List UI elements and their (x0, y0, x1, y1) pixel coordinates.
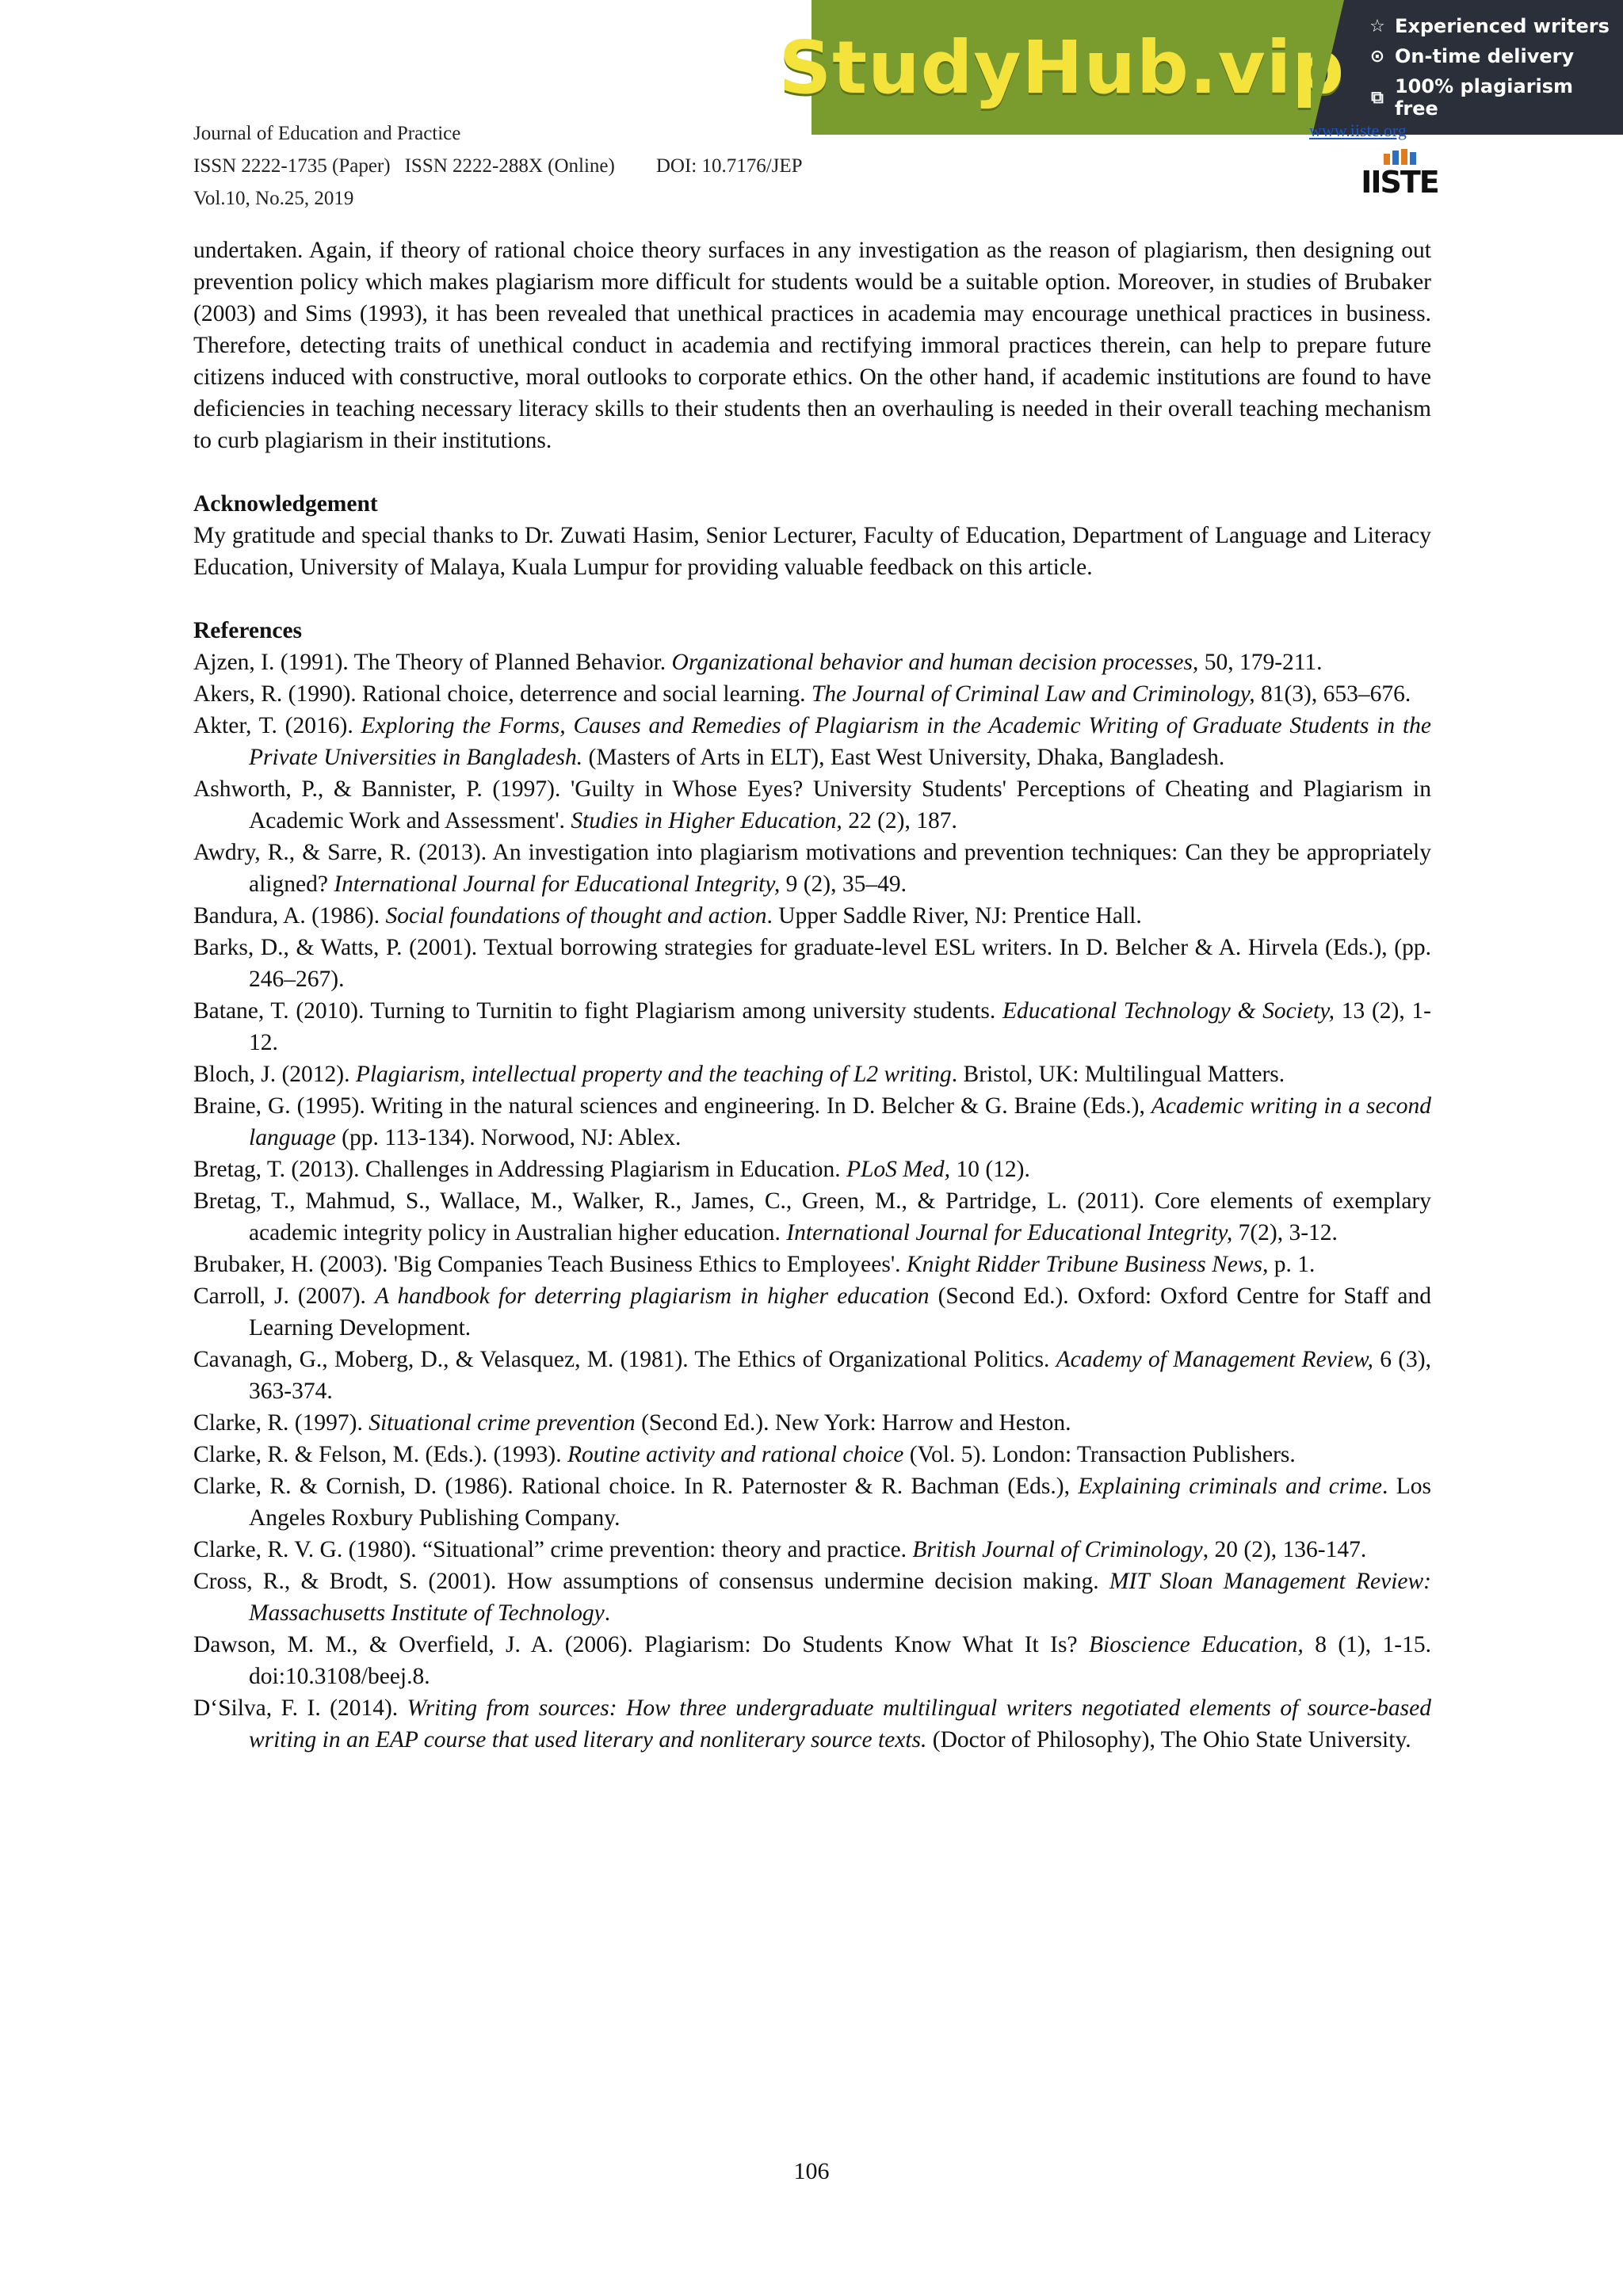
reference-details: (Second Ed.). New York: Harrow and Heston. (635, 1410, 1071, 1436)
reference-text: Akter, T. (2016). (193, 713, 361, 738)
volume-info: Vol.10, No.25, 2019 (193, 188, 354, 209)
reference-text: Barks, D., & Watts, P. (2001). Textual borrowing strategies for graduate-level ESL writers. In D. Belcher & A. Hirvela (Eds.), (pp. 246–267). (193, 935, 1431, 992)
reference-source-title: Routine activity and rational choice (567, 1442, 904, 1467)
reference-source-title: Situational crime prevention (369, 1410, 636, 1436)
reference-entry (193, 1185, 1431, 1249)
reference-details: (Doctor of Philosophy), The Ohio State University. (926, 1727, 1411, 1753)
intro-paragraph: undertaken. Again, if theory of rational choice theory surfaces in any investigation as the reason of plagiarism, then designing out prevention policy which makes plagiarism more difficult for students would be a suitable option. Moreover, in studies of Brubaker (2003) and Sims (1993), it has been revealed that unethical practices in academia may encourage unethical practices in business. Therefore, detecting traits of unethical conduct in academia and rectifying immoral practices therein, can help to prepare future citizens induced with constructive, moral outlooks to corporate ethics. On the other hand, if academic institutions are found to have deficiencies in teaching necessary literacy skills to their students then an overhauling is needed in their overall teaching mechanism to curb plagiarism in their institutions. (193, 238, 1431, 453)
reference-details: (pp. 113-134). Norwood, NJ: Ablex. (335, 1125, 682, 1150)
reference-details: 50, 179-211. (1198, 650, 1323, 675)
reference-source-title: Social foundations of thought and action (385, 903, 767, 929)
reference-text: Carroll, J. (2007). (193, 1283, 375, 1309)
issn-online: ISSN 2222-288X (Online) (404, 155, 615, 177)
reference-details: 22 (2), 187. (842, 808, 957, 833)
reference-source-title: Exploring the Forms, Causes and Remedies of Plagiarism in the Academic Writing of Graduate Students in the Private Universities in Bangladesh. (249, 713, 1431, 770)
reference-entry (193, 678, 1431, 710)
reference-source-title: Explaining criminals and crime (1078, 1474, 1382, 1499)
reference-details: . Bristol, UK: Multilingual Matters. (951, 1062, 1285, 1087)
reference-source-title: Plagiarism, intellectual property and the teaching of L2 writing (355, 1062, 952, 1087)
reference-text: Bandura, A. (1986). (193, 903, 386, 929)
journal-header (193, 117, 803, 215)
feature-item (1368, 15, 1623, 37)
reference-source-title: Academy of Management Review, (1056, 1347, 1373, 1372)
reference-entry (193, 1629, 1431, 1692)
issn-line (193, 150, 803, 182)
reference-entry (193, 1534, 1431, 1566)
reference-details: 6 (3), 363-374. (249, 1347, 1431, 1404)
reference-details: (Vol. 5). London: Transaction Publishers. (903, 1442, 1296, 1467)
reference-entry (193, 710, 1431, 773)
reference-entry (193, 1470, 1431, 1534)
doi: DOI: 10.7176/JEP (655, 155, 803, 177)
reference-details: 13 (2), 1-12. (249, 998, 1431, 1055)
clock-icon: ⊙ (1369, 46, 1385, 67)
reference-source-title: Organizational behavior and human decision processes, (671, 650, 1199, 675)
logo-bars-icon (1384, 149, 1416, 165)
brand-logo-text: StudyHub.vip (778, 25, 1346, 110)
reference-text: Ashworth, P., & Bannister, P. (1997). 'Guilty in Whose Eyes? University Students' Perceptions of Cheating and Plagiarism in Academic Work and Assessment'. (193, 776, 1431, 833)
reference-source-title: Writing from sources: How three undergraduate multilingual writers negotiated elements of source-based writing in an EAP course that used literary and nonliterary source texts. (249, 1695, 1431, 1753)
references-heading: References (193, 618, 303, 643)
iiste-logo (1361, 149, 1438, 204)
reference-source-title: British Journal of Criminology (912, 1537, 1203, 1562)
reference-text: Cavanagh, G., Moberg, D., & Velasquez, M. (1981). The Ethics of Organizational Politics. (193, 1347, 1056, 1372)
journal-website-link[interactable]: www.iiste.org (1309, 120, 1407, 140)
reference-text: Clarke, R. (1997). (193, 1410, 369, 1436)
reference-entry (193, 646, 1431, 678)
reference-source-title: Bioscience Education, (1088, 1632, 1304, 1657)
acknowledgement-heading: Acknowledgement (193, 491, 378, 517)
reference-text: Bretag, T. (2013). Challenges in Addressing Plagiarism in Education. (193, 1157, 846, 1182)
reference-text: Ajzen, I. (1991). The Theory of Planned Behavior. (193, 650, 672, 675)
reference-text: Clarke, R. & Cornish, D. (1986). Rational choice. In R. Paternoster & R. Bachman (Eds.), (193, 1474, 1079, 1499)
reference-source-title: The Journal of Criminal Law and Criminology, (811, 681, 1255, 707)
reference-entry (193, 1692, 1431, 1756)
reference-source-title: Educational Technology & Society, (1002, 998, 1335, 1024)
reference-text: Brubaker, H. (2003). 'Big Companies Teach Business Ethics to Employees'. (193, 1252, 907, 1277)
reference-source-title: International Journal for Educational Integrity, (786, 1220, 1233, 1245)
reference-text: Clarke, R. V. G. (1980). “Situational” crime prevention: theory and practice. (193, 1537, 913, 1562)
reference-entry (193, 1439, 1431, 1470)
reference-entry (193, 1344, 1431, 1407)
feature-list (1312, 0, 1623, 135)
journal-name: Journal of Education and Practice (193, 123, 461, 144)
reference-text: Bretag, T., Mahmud, S., Wallace, M., Walker, R., James, C., Green, M., & Partridge, L. (2011). Core elements of exemplary academic integrity policy in Australian higher education. (193, 1188, 1431, 1245)
reference-details: 9 (2), 35–49. (780, 871, 907, 897)
reference-source-title: A handbook for deterring plagiarism in higher education (374, 1283, 930, 1309)
reference-text: Clarke, R. & Felson, M. (Eds.). (1993). (193, 1442, 567, 1467)
reference-details: . Los Angeles Roxbury Publishing Company. (249, 1474, 1431, 1531)
reference-text: Braine, G. (1995). Writing in the natural sciences and engineering. In D. Belcher & G. Braine (Eds.), (193, 1093, 1151, 1119)
reference-details: (Second Ed.). Oxford: Oxford Centre for Staff and Learning Development. (249, 1283, 1431, 1341)
reference-text: Cross, R., & Brodt, S. (2001). How assumptions of consensus undermine decision making. (193, 1569, 1109, 1594)
reference-entry (193, 1280, 1431, 1344)
feature-item (1368, 45, 1623, 67)
reference-details: (Masters of Arts in ELT), East West University, Dhaka, Bangladesh. (582, 745, 1225, 770)
copy-icon: ⧉ (1371, 87, 1384, 108)
acknowledgement-text: My gratitude and special thanks to Dr. Zuwati Hasim, Senior Lecturer, Faculty of Education, Department of Language and Literacy Education, University of Malaya, Kuala Lumpur for providing valuable feedback on this article. (193, 523, 1431, 580)
reference-source-title: MIT Sloan Management Review: Massachusetts Institute of Technology (249, 1569, 1431, 1626)
reference-entry (193, 1090, 1431, 1154)
reference-details: 7(2), 3-12. (1232, 1220, 1338, 1245)
reference-details: p. 1. (1268, 1252, 1316, 1277)
ad-banner[interactable] (778, 0, 1623, 135)
reference-text: Awdry, R., & Sarre, R. (2013). An investigation into plagiarism motivations and prevention techniques: Can they be appropriately aligned? (193, 840, 1431, 897)
reference-details: . (604, 1600, 611, 1626)
reference-source-title: Academic writing in a second language (249, 1093, 1431, 1150)
reference-details: . Upper Saddle River, NJ: Prentice Hall. (766, 903, 1142, 929)
star-icon: ☆ (1369, 16, 1385, 36)
reference-source-title: PLoS Med, (846, 1157, 951, 1182)
reference-entry (193, 1058, 1431, 1090)
feature-item (1368, 75, 1623, 120)
reference-entry (193, 1407, 1431, 1439)
reference-entry (193, 995, 1431, 1058)
reference-source-title: Studies in Higher Education, (571, 808, 842, 833)
issn-paper: ISSN 2222-1735 (Paper) (193, 155, 391, 177)
reference-list (193, 646, 1431, 1756)
feature-label: On-time delivery (1395, 45, 1575, 67)
reference-entry (193, 1154, 1431, 1185)
reference-entry (193, 837, 1431, 900)
reference-text: Akers, R. (1990). Rational choice, deterrence and social learning. (193, 681, 812, 707)
reference-details: , 20 (2), 136-147. (1202, 1537, 1367, 1562)
reference-text: Batane, T. (2010). Turning to Turnitin to fight Plagiarism among university students. (193, 998, 1002, 1024)
logo-text: IISTE (1361, 165, 1438, 200)
reference-text: Bloch, J. (2012). (193, 1062, 356, 1087)
reference-entry (193, 900, 1431, 932)
page-body (193, 235, 1431, 1756)
reference-entry (193, 773, 1431, 837)
reference-text: Dawson, M. M., & Overfield, J. A. (2006). Plagiarism: Do Students Know What It Is? (193, 1632, 1089, 1657)
reference-details: 10 (12). (950, 1157, 1030, 1182)
reference-details: 8 (1), 1-15. doi:10.3108/beej.8. (249, 1632, 1431, 1689)
brand-panel (778, 0, 1346, 135)
reference-details: 81(3), 653–676. (1254, 681, 1411, 707)
reference-entry (193, 1249, 1431, 1280)
reference-entry (193, 932, 1431, 995)
reference-text: D‘Silva, F. I. (2014). (193, 1695, 407, 1721)
page-number: 106 (793, 2158, 830, 2184)
feature-label: 100% plagiarism free (1394, 75, 1574, 120)
reference-source-title: Knight Ridder Tribune Business News, (906, 1252, 1269, 1277)
reference-entry (193, 1566, 1431, 1629)
feature-label: Experienced writers (1395, 15, 1610, 37)
reference-source-title: International Journal for Educational Integrity, (334, 871, 781, 897)
